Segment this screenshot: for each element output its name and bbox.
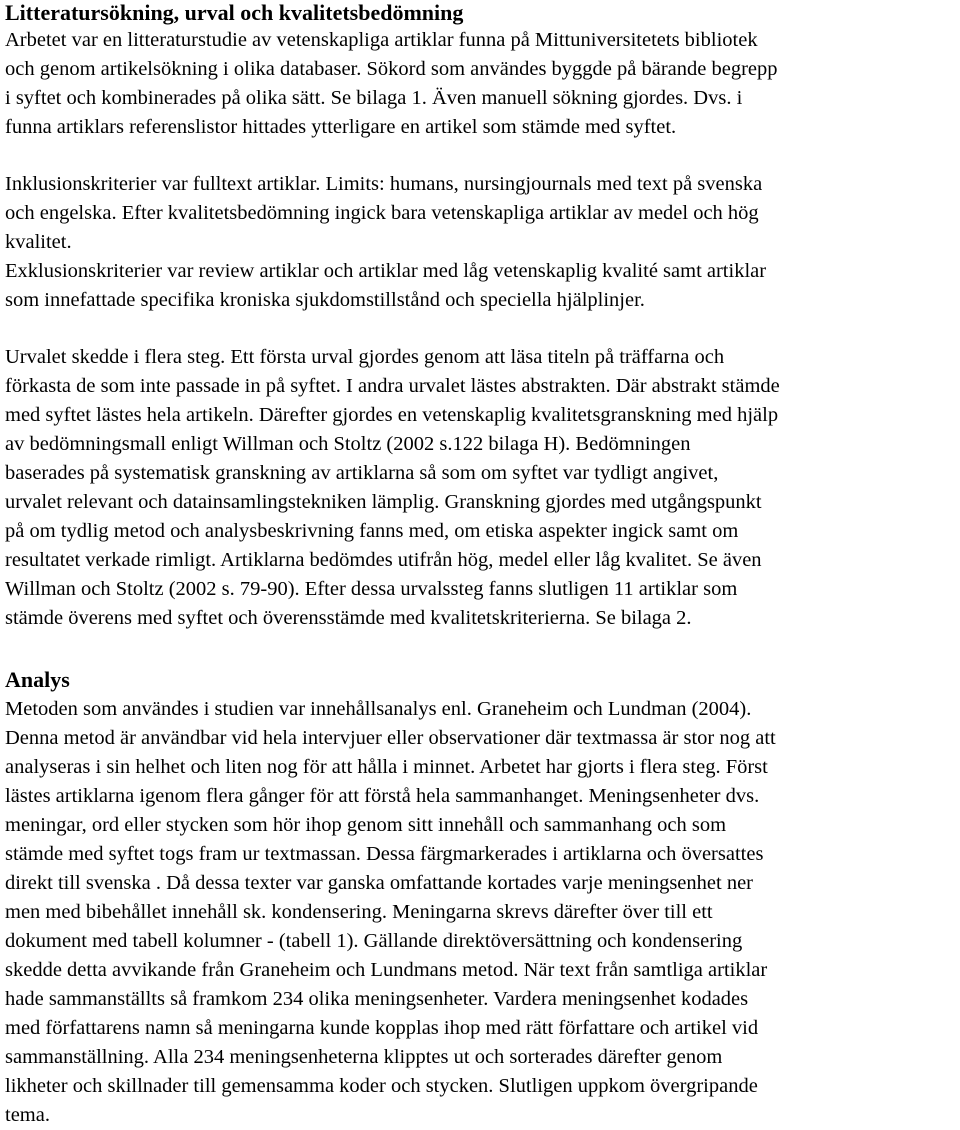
text-line: baserades på systematisk granskning av artiklarna så som om syftet var tydligt angivet, xyxy=(5,462,719,484)
text-line: med syftet lästes hela artikeln. Därefter gjordes en vetenskaplig kvalitetsgranskning med hjälp xyxy=(5,404,779,426)
text-line: lästes artiklarna igenom flera gånger för att förstå hela sammanhanget. Meningsenheter dvs. xyxy=(5,785,760,807)
text-line: och engelska. Efter kvalitetsbedömning ingick bara vetenskapliga artiklar av medel och hög xyxy=(5,202,759,224)
text-line: av bedömningsmall enligt Willman och Stoltz (2002 s.122 bilaga H). Bedömningen xyxy=(5,433,691,455)
text-line: kvalitet. xyxy=(5,231,72,253)
text-line: och genom artikelsökning i olika databaser. Sökord som användes byggde på bärande begrepp xyxy=(5,58,778,80)
paragraph-gap xyxy=(5,633,960,661)
text-line: med författarens namn så meningarna kunde kopplas ihop med rätt författare och artikel vid xyxy=(5,1017,759,1039)
text-line: Denna metod är användbar vid hela intervjuer eller observationer där textmassa är stor nog att xyxy=(5,727,776,749)
text-line: sammanställning. Alla 234 meningsenheterna klipptes ut och sorterades därefter genom xyxy=(5,1046,723,1068)
paragraph-analys xyxy=(5,695,960,1130)
paragraph-urval xyxy=(5,343,960,633)
text-line: stämde överens med syftet och överensstämde med kvalitetskriterierna. Se bilaga 2. xyxy=(5,607,692,629)
text-line: likheter och skillnader till gemensamma koder och stycken. Slutligen uppkom övergripande xyxy=(5,1075,758,1097)
text-line: meningar, ord eller stycken som hör ihop genom sitt innehåll och sammanhang och som xyxy=(5,814,727,836)
text-line: Willman och Stoltz (2002 s. 79-90). Efter dessa urvalssteg fanns slutligen 11 artiklar som xyxy=(5,578,738,600)
text-line: förkasta de som inte passade in på syftet. I andra urvalet lästes abstrakten. Där abstrakt stämde xyxy=(5,375,780,397)
paragraph-gap xyxy=(5,142,960,170)
text-line: funna artiklars referenslistor hittades ytterligare en artikel som stämde med syftet. xyxy=(5,116,677,138)
text-line: direkt till svenska . Då dessa texter var ganska omfattande kortades varje meningsenhet ner xyxy=(5,872,753,894)
text-line: Exklusionskriterier var review artiklar och artiklar med låg vetenskaplig kvalité samt artiklar xyxy=(5,260,767,282)
text-line: Metoden som användes i studien var innehållsanalys enl. Graneheim och Lundman (2004). xyxy=(5,698,752,720)
text-line: urvalet relevant och datainsamlingstekniken lämplig. Granskning gjordes med utgångspunkt xyxy=(5,491,762,513)
text-line: i syftet och kombinerades på olika sätt. Se bilaga 1. Även manuell sökning gjordes. Dvs. i xyxy=(5,87,743,109)
text-line: analyseras i sin helhet och liten nog för att hålla i minnet. Arbetet har gjorts i flera steg. Först xyxy=(5,756,768,778)
paragraph-sokning xyxy=(5,26,960,142)
paragraph-gap xyxy=(5,315,960,343)
text-line: stämde med syftet togs fram ur textmassan. Dessa färgmarkerades i artiklarna och översattes xyxy=(5,843,764,865)
text-line: skedde detta avvikande från Graneheim och Lundmans metod. När text från samtliga artiklar xyxy=(5,959,768,981)
text-line: resultatet verkade rimligt. Artiklarna bedömdes utifrån hög, medel eller låg kvalitet. Se även xyxy=(5,549,762,571)
section-heading-analys: Analys xyxy=(5,667,70,692)
section-heading-litteratursokning: Litteratursökning, urval och kvalitetsbedömning xyxy=(5,0,464,25)
text-line: på om tydlig metod och analysbeskrivning fanns med, om etiska aspekter ingick samt om xyxy=(5,520,739,542)
text-line: Urvalet skedde i flera steg. Ett första urval gjordes genom att läsa titeln på träffarna och xyxy=(5,346,725,368)
text-line: hade sammanställts så framkom 234 olika meningsenheter. Vardera meningsenhet kodades xyxy=(5,988,749,1010)
text-line: Arbetet var en litteraturstudie av vetenskapliga artiklar funna på Mittuniversitetets bibliotek xyxy=(5,29,758,51)
text-line: som innefattade specifika kroniska sjukdomstillstånd och speciella hjälplinjer. xyxy=(5,289,645,311)
text-line: tema. xyxy=(5,1104,50,1126)
text-line: dokument med tabell kolumner - (tabell 1). Gällande direktöversättning och kondensering xyxy=(5,930,743,952)
text-line: Inklusionskriterier var fulltext artiklar. Limits: humans, nursingjournals med text på svenska xyxy=(5,173,763,195)
document-page xyxy=(5,0,960,1130)
paragraph-kriterier xyxy=(5,170,960,315)
text-line: men med bibehållet innehåll sk. kondensering. Meningarna skrevs därefter över till ett xyxy=(5,901,713,923)
